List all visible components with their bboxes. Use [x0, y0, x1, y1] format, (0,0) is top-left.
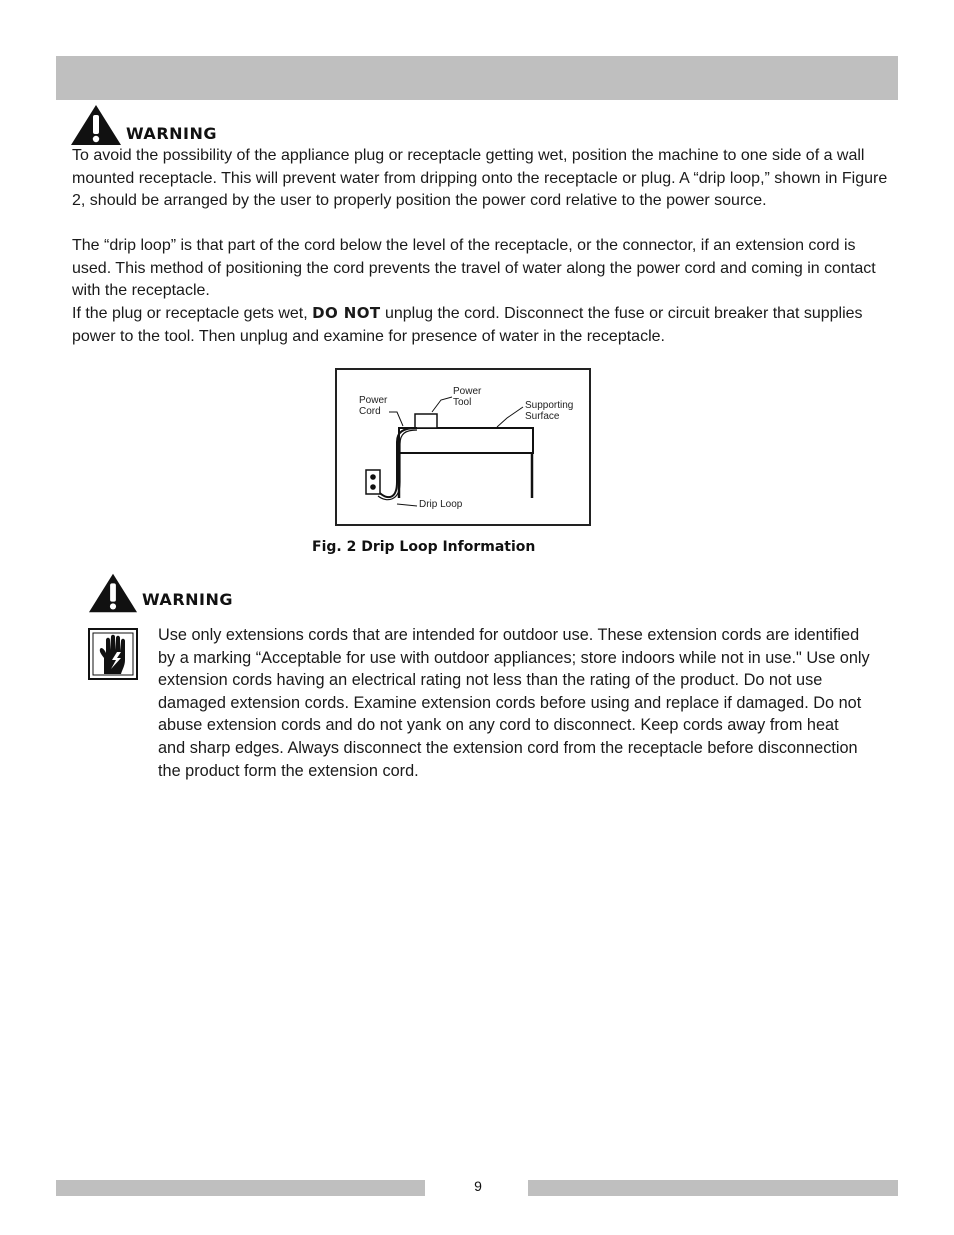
page-number: 9: [474, 1178, 482, 1194]
warning-paragraph-2: The “drip loop” is that part of the cord below the level of the receptacle, or the connector, if an extension cord is used. This method of positioning the cord prevents the travel of water along the power cord and coming in contact with the receptacle.: [72, 237, 876, 299]
warning-paragraph-1: To avoid the possibility of the appliance plug or receptacle getting wet, position the machine to one side of a wall mounted receptacle. This will prevent water from dripping onto the receptacle or plug. A “drip loop,” shown in Figure 2, should be arranged by the user to properly position the power cord relative to the power source.: [72, 147, 888, 209]
footer-bar-left: [56, 1180, 425, 1196]
do-not-emphasis: DO NOT: [312, 304, 381, 322]
warning-triangle-icon: [70, 104, 122, 146]
label-drip-loop: Drip Loop: [419, 499, 463, 510]
figure-caption: Fig. 2 Drip Loop Information: [312, 539, 536, 555]
warning-triangle-icon: [88, 572, 138, 614]
electric-shock-icon: [88, 628, 138, 680]
warning-heading: WARNING: [126, 124, 217, 143]
extension-cord-warning-text: Use only extensions cords that are intended for outdoor use. These extension cords are identified by a marking “Acceptable for use with outdoor appliances; store indoors while not in use." Use only extension cords having an electrical rating not less than the rating of the product. Do not use damaged extension cords. Examine extension cords before using and replace if damaged. Do not abuse extension cords and do not yank on any cord to disconnect. Keep cords away from heat and sharp edges. Always disconnect the extension cord from the receptacle before disconnection the product form the extension cord.: [158, 626, 870, 780]
header-bar: [56, 56, 898, 100]
drip-loop-figure: [335, 368, 591, 526]
footer-bar-right: [528, 1180, 898, 1196]
label-power-cord: Power Cord: [359, 395, 388, 417]
warning-heading: WARNING: [142, 590, 233, 609]
label-power-tool: Power Tool: [453, 386, 482, 408]
label-supporting-surface: Supporting Surface: [525, 400, 574, 422]
warning-paragraph-3: If the plug or receptacle gets wet, DO NOT unplug the cord. Disconnect the fuse or circuit breaker that supplies power to the tool. Then unplug and examine for presence of water in the receptacle.: [72, 304, 863, 345]
